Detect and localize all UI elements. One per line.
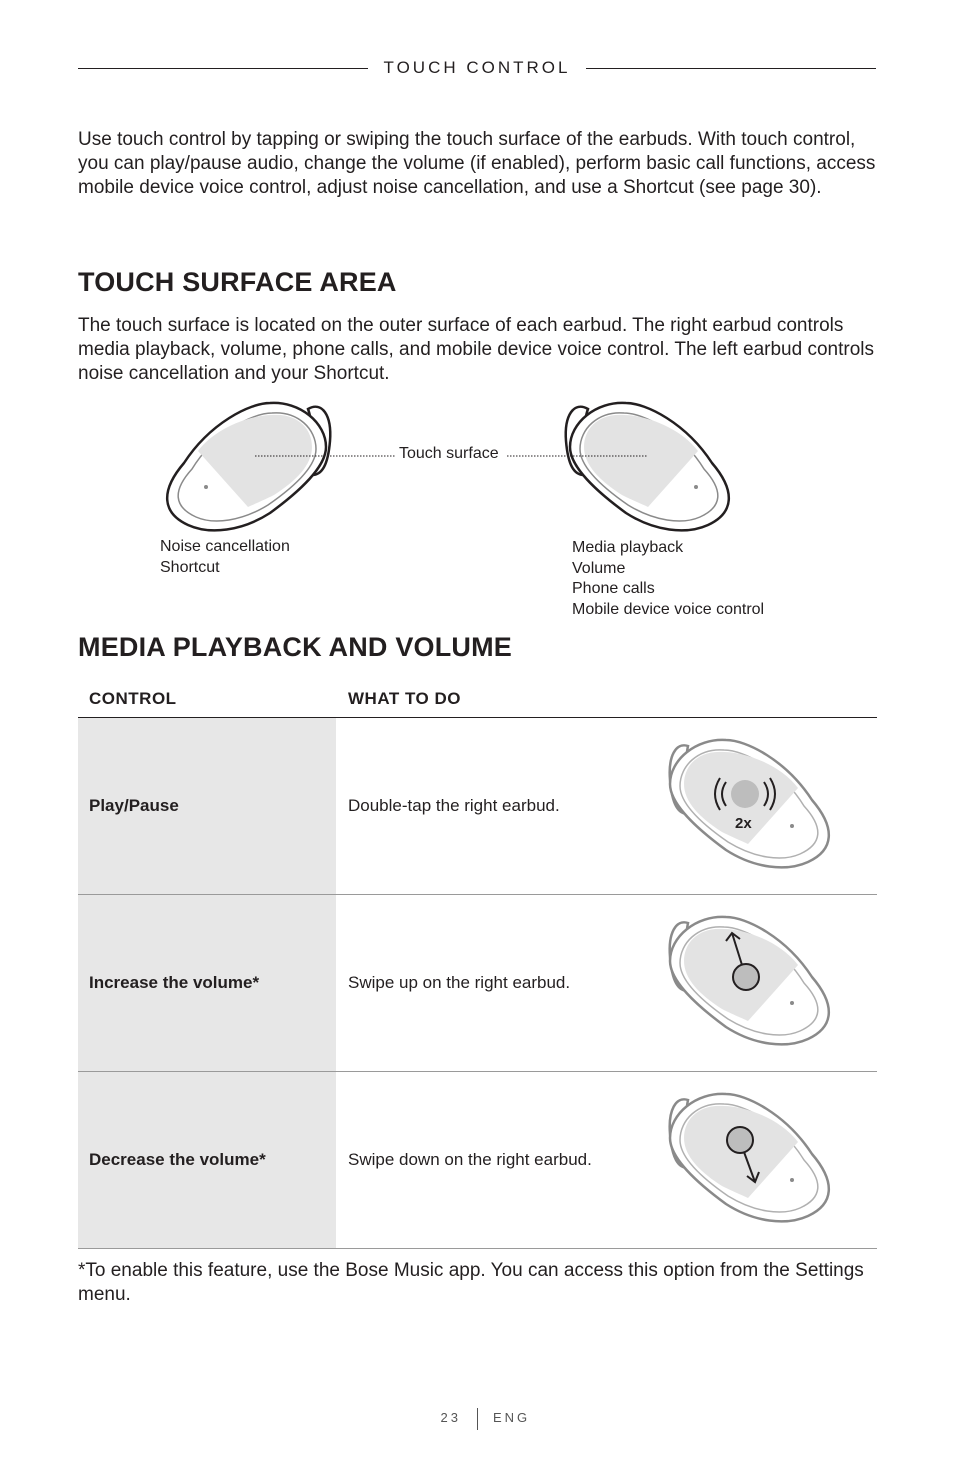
double-tap-icon — [664, 736, 844, 876]
instruction-text: Swipe up on the right earbud. — [348, 973, 571, 992]
left-earbud-captions — [160, 537, 290, 578]
page-footer — [0, 1408, 954, 1432]
right-earbud-icon — [566, 403, 729, 530]
control-label: Decrease the volume* — [89, 1150, 266, 1169]
control-cell — [78, 895, 336, 1071]
control-cell — [78, 718, 336, 894]
table-row — [78, 895, 877, 1072]
earbuds-illustration — [150, 395, 790, 535]
control-label: Increase the volume* — [89, 973, 260, 992]
touch-surface-paragraph: The touch surface is located on the outer surface of each earbud. The right earbud controls media playback, volume, phone calls, and mobile device voice control. The left earbud controls noise cancellation and your Shortcut. — [78, 315, 874, 384]
table-row — [78, 1072, 877, 1249]
caption-line: Phone calls — [572, 580, 655, 597]
column-header-what: WHAT TO DO — [348, 689, 461, 708]
footnote: *To enable this feature, use the Bose Music app. You can access this option from the Settings menu. — [78, 1260, 864, 1305]
control-cell — [78, 1072, 336, 1248]
page-number: 23 — [440, 1410, 461, 1425]
right-earbud-captions — [572, 538, 764, 620]
touch-surface-diagram — [150, 395, 790, 625]
caption-line: Shortcut — [160, 558, 220, 576]
table-row — [78, 718, 877, 895]
media-heading: MEDIA PLAYBACK AND VOLUME — [78, 632, 513, 662]
caption-line: Mobile device voice control — [572, 600, 765, 618]
caption-line: Media playback — [572, 539, 684, 556]
control-label: Play/Pause — [89, 796, 179, 815]
left-earbud-icon — [167, 403, 330, 530]
caption-line: Volume — [572, 559, 626, 577]
column-header-control: CONTROL — [89, 689, 177, 708]
page-header — [78, 56, 876, 80]
touch-surface-label: Touch surface — [399, 445, 499, 462]
intro-paragraph: Use touch control by tapping or swiping the touch surface of the earbuds. With touch control, you can play/pause audio, change the volume (if enabled), perform basic call functions, access mobile device voice control, adjust noise cancellation, and use a Shortcut (see page 30). — [78, 129, 876, 198]
section-title: TOUCH CONTROL — [376, 58, 579, 77]
tap-count-label: 2x — [735, 815, 752, 832]
footer-divider — [477, 1408, 478, 1430]
language-code: ENG — [493, 1410, 531, 1425]
swipe-down-icon — [664, 1090, 844, 1230]
instruction-text: Double-tap the right earbud. — [348, 796, 560, 815]
swipe-up-icon — [664, 913, 844, 1053]
touch-surface-heading: TOUCH SURFACE AREA — [78, 267, 397, 297]
caption-line: Noise cancellation — [160, 538, 290, 555]
instruction-text: Swipe down on the right earbud. — [348, 1150, 592, 1169]
